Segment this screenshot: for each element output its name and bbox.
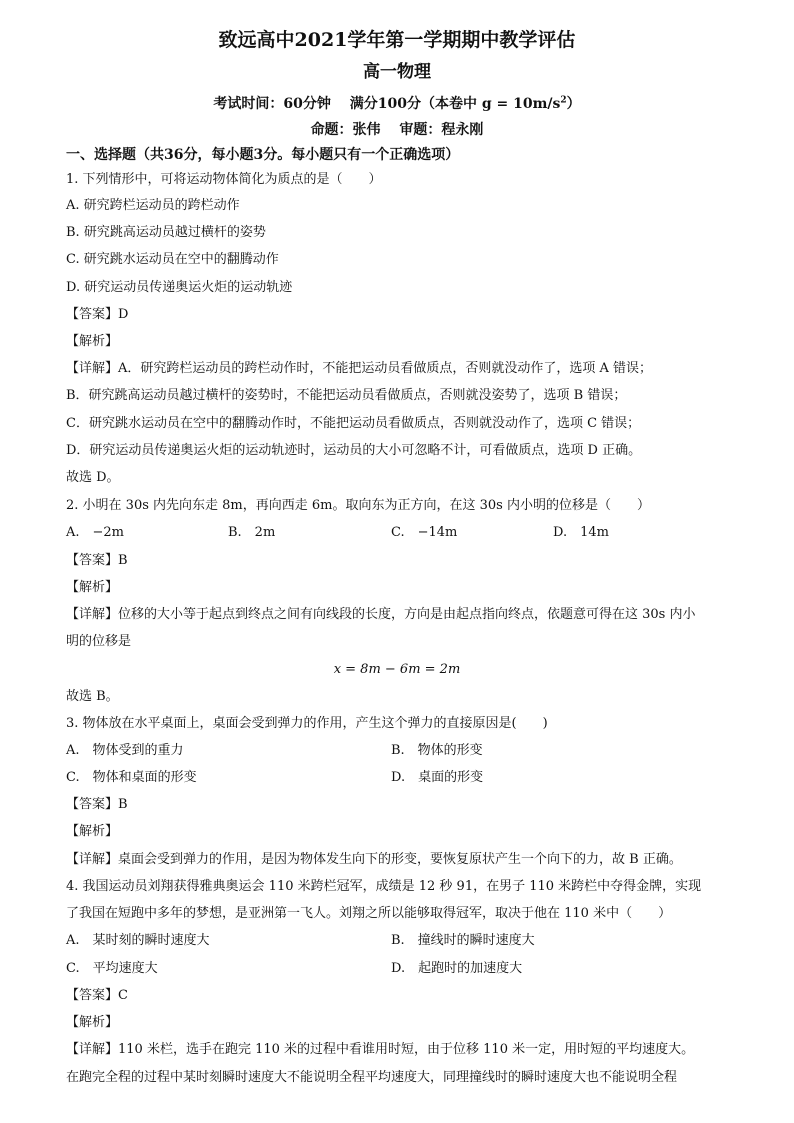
q1-detail-2: B．研究跳高运动员越过横杆的姿势时，不能把运动员看做质点，否则就没姿势了，选项 B 错误；	[66, 388, 627, 403]
section-heading: 一、选择题（共36分，每小题3分。每小题只有一个正确选项）	[66, 147, 460, 163]
q2-answer: 【答案】B	[66, 553, 128, 568]
q2-detail-2: 明的位移是	[66, 634, 132, 649]
q4-option-d: D. 起跑时的加速度大	[391, 961, 523, 976]
exam-info-sup: 2	[560, 95, 567, 106]
q3-analysis: 【解析】	[66, 824, 119, 839]
q3-option-c: C. 物体和桌面的形变	[66, 770, 197, 785]
q1-detail-4: D．研究运动员传递奥运火炬的运动轨迹时，运动员的大小可忽略不计，可看做质点，选项 D 正确。	[66, 443, 642, 458]
q1-stem: 1. 下列情形中，可将运动物体简化为质点的是（ ）	[66, 172, 382, 187]
q4-analysis: 【解析】	[66, 1015, 119, 1030]
q1-detail-3: C．研究跳水运动员在空中的翻腾动作时，不能把运动员看做质点，否则就没动作了，选项 C 错误；	[66, 416, 641, 431]
exam-info-text: 考试时间：60分钟 满分100分（本卷中 g = 10m/s	[213, 96, 561, 112]
q2-formula: x = 8m − 6m = 2m	[333, 662, 461, 677]
q1-answer: 【答案】D	[66, 307, 129, 322]
q2-conclusion: 故选 B。	[66, 689, 119, 704]
q3-option-d: D. 桌面的形变	[391, 770, 484, 785]
q4-option-b: B. 撞线时的瞬时速度大	[391, 933, 535, 948]
q1-option-c: C. 研究跳水运动员在空中的翻腾动作	[66, 252, 279, 267]
q2-detail-1: 【详解】位移的大小等于起点到终点之间有向线段的长度，方向是由起点指向终点，依题意可得在这 30s 内小	[66, 607, 696, 622]
q3-stem: 3. 物体放在水平桌面上，桌面会受到弹力的作用，产生这个弹力的直接原因是( )	[66, 716, 548, 731]
exam-authors: 命题：张伟 审题：程永刚	[310, 122, 484, 138]
q1-option-d: D. 研究运动员传递奥运火炬的运动轨迹	[66, 280, 293, 295]
q3-option-a: A. 物体受到的重力	[66, 743, 184, 758]
q2-option-c: C. −14m	[391, 525, 458, 540]
q2-analysis: 【解析】	[66, 580, 119, 595]
q2-option-b: B. 2m	[228, 525, 276, 540]
q1-detail-1: 【详解】A．研究跨栏运动员的跨栏动作时，不能把运动员看做质点，否则就没动作了，选项 A 错误；	[66, 361, 653, 376]
exam-title: 致远高中2021学年第一学期期中教学评估	[218, 29, 576, 51]
exam-info-end: ）	[566, 96, 581, 112]
q1-conclusion: 故选 D。	[66, 470, 120, 485]
q3-option-b: B. 物体的形变	[391, 743, 483, 758]
q1-analysis: 【解析】	[66, 334, 119, 349]
q4-answer: 【答案】C	[66, 988, 128, 1003]
q3-detail: 【详解】桌面会受到弹力的作用，是因为物体发生向下的形变，要恢复原状产生一个向下的力，故 B 正确。	[66, 852, 682, 867]
q1-option-b: B. 研究跳高运动员越过横杆的姿势	[66, 225, 266, 240]
exam-info	[0, 94, 794, 114]
q2-stem: 2. 小明在 30s 内先向东走 8m，再向西走 6m。取向东为正方向，在这 30s 内小明的位移是（ ）	[66, 498, 650, 513]
q3-answer: 【答案】B	[66, 797, 128, 812]
q4-option-a: A. 某时刻的瞬时速度大	[66, 933, 210, 948]
q4-stem-2: 了我国在短跑中多年的梦想，是亚洲第一飞人。刘翔之所以能够取得冠军，取决于他在 110 米中（ ）	[66, 906, 672, 921]
q4-detail-1: 【详解】110 米栏，选手在跑完 110 米的过程中看谁用时短，由于位移 110 米一定，用时短的平均速度大。	[66, 1042, 695, 1057]
q2-option-d: D. 14m	[553, 525, 609, 540]
q4-stem-1: 4. 我国运动员刘翔获得雅典奥运会 110 米跨栏冠军，成绩是 12 秒 91，在男子 110 米跨栏中夺得金牌，实现	[66, 879, 702, 894]
q2-option-a: A. −2m	[66, 525, 125, 540]
q1-option-a: A. 研究跨栏运动员的跨栏动作	[66, 198, 240, 213]
q4-option-c: C. 平均速度大	[66, 961, 158, 976]
exam-subtitle: 高一物理	[363, 62, 431, 82]
q4-detail-2: 在跑完全程的过程中某时刻瞬时速度大不能说明全程平均速度大，同理撞线时的瞬时速度大也不能说明全程	[66, 1070, 678, 1085]
